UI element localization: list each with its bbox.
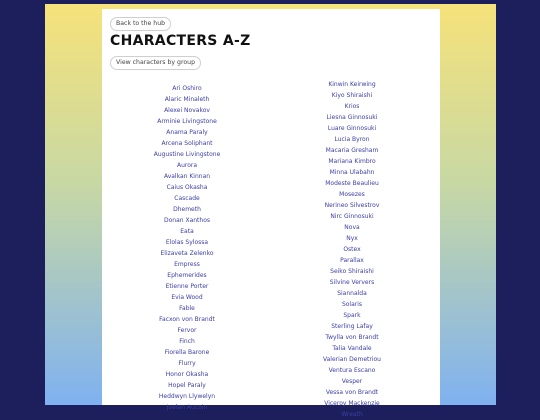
- character-link[interactable]: Arminie Livingstone: [157, 118, 217, 125]
- character-link[interactable]: Augustine Livingstone: [153, 151, 221, 158]
- character-link[interactable]: Sterling Lafay: [331, 323, 373, 330]
- character-list-left: [127, 83, 247, 413]
- character-link[interactable]: Empress: [174, 261, 200, 268]
- character-link[interactable]: Heddwyn Llywelyn: [158, 393, 216, 400]
- character-link[interactable]: Solaris: [341, 301, 363, 308]
- character-link[interactable]: Arcena Soliphant: [161, 140, 213, 147]
- character-link[interactable]: Evia Wood: [171, 294, 203, 301]
- character-link[interactable]: Kinwin Keirwing: [328, 81, 376, 88]
- character-link[interactable]: Modeste Beaulieu: [325, 180, 379, 187]
- character-link[interactable]: Parallax: [340, 257, 364, 264]
- character-link[interactable]: Flurry: [178, 360, 196, 367]
- character-link[interactable]: Nerineo Silvestrov: [324, 202, 380, 209]
- character-link[interactable]: Fiorella Barone: [164, 349, 210, 356]
- character-link[interactable]: Nirc Ginnosuki: [330, 213, 374, 220]
- character-link[interactable]: Honor Okasha: [165, 371, 209, 378]
- character-link[interactable]: Ephemerides: [167, 272, 207, 279]
- character-link[interactable]: Mosezes: [339, 191, 365, 198]
- character-link[interactable]: Ventura Escano: [328, 367, 376, 374]
- character-link[interactable]: Liesna Ginnosuki: [326, 114, 378, 121]
- character-link[interactable]: Wreath: [341, 411, 363, 418]
- character-link[interactable]: Alaric Minaleth: [164, 96, 210, 103]
- character-link[interactable]: Viceroy Mackenzie: [324, 400, 380, 407]
- character-link[interactable]: Joelan Aucoin: [166, 404, 208, 411]
- character-link[interactable]: Seiko Shiraishi: [330, 268, 374, 275]
- character-link[interactable]: Talia Vandale: [332, 345, 372, 352]
- character-link[interactable]: Caius Okasha: [166, 184, 208, 191]
- character-link[interactable]: Luare Ginnosuki: [327, 125, 377, 132]
- character-link[interactable]: Ostex: [343, 246, 361, 253]
- character-link[interactable]: Fable: [179, 305, 195, 312]
- character-link[interactable]: Anama Paraly: [166, 129, 208, 136]
- character-link[interactable]: Valerian Demetriou: [322, 356, 381, 363]
- character-link[interactable]: Hopel Paraly: [168, 382, 206, 389]
- character-link[interactable]: Kiyo Shiraishi: [331, 92, 373, 99]
- character-link[interactable]: Vesper: [341, 378, 363, 385]
- character-link[interactable]: Finch: [179, 338, 195, 345]
- character-link[interactable]: Lucia Byron: [334, 136, 370, 143]
- character-link[interactable]: Siannalda: [337, 290, 367, 297]
- back-to-hub-button[interactable]: Back to the hub: [110, 17, 171, 31]
- character-link[interactable]: Twylla von Brandt: [325, 334, 379, 341]
- character-link[interactable]: Vessa von Brandt: [325, 389, 379, 396]
- character-link[interactable]: Macaria Gresham: [325, 147, 379, 154]
- character-link[interactable]: Etienne Porter: [165, 283, 209, 290]
- view-by-group-button[interactable]: View characters by group: [110, 56, 201, 70]
- character-link[interactable]: Nyx: [346, 235, 358, 242]
- character-link[interactable]: Ari Oshiro: [172, 85, 202, 92]
- character-link[interactable]: Cascade: [174, 195, 200, 202]
- character-link[interactable]: Avalkan Kinnan: [163, 173, 211, 180]
- character-link[interactable]: Alexei Novakov: [164, 107, 210, 114]
- character-link[interactable]: Aurora: [176, 162, 198, 169]
- character-link[interactable]: Spark: [343, 312, 361, 319]
- character-link[interactable]: Eata: [180, 228, 194, 235]
- character-link[interactable]: Elizaveta Zelenko: [160, 250, 214, 257]
- character-link[interactable]: Mariana Kimbro: [328, 158, 376, 165]
- character-link[interactable]: Krios: [344, 103, 360, 110]
- character-link[interactable]: Elolas Sylossa: [165, 239, 209, 246]
- character-link[interactable]: Nova: [344, 224, 360, 231]
- character-link[interactable]: Minna Ulabahn: [329, 169, 375, 176]
- character-link[interactable]: Dhemeth: [173, 206, 201, 213]
- character-link[interactable]: Silvine Ververs: [329, 279, 375, 286]
- page-title: CHARACTERS A-Z: [110, 33, 251, 49]
- character-list-right: [292, 79, 412, 420]
- character-link[interactable]: Donan Xanthos: [163, 217, 211, 224]
- character-link[interactable]: Fervor: [177, 327, 197, 334]
- content-panel: [102, 9, 440, 418]
- character-link[interactable]: Facxon von Brandt: [159, 316, 215, 323]
